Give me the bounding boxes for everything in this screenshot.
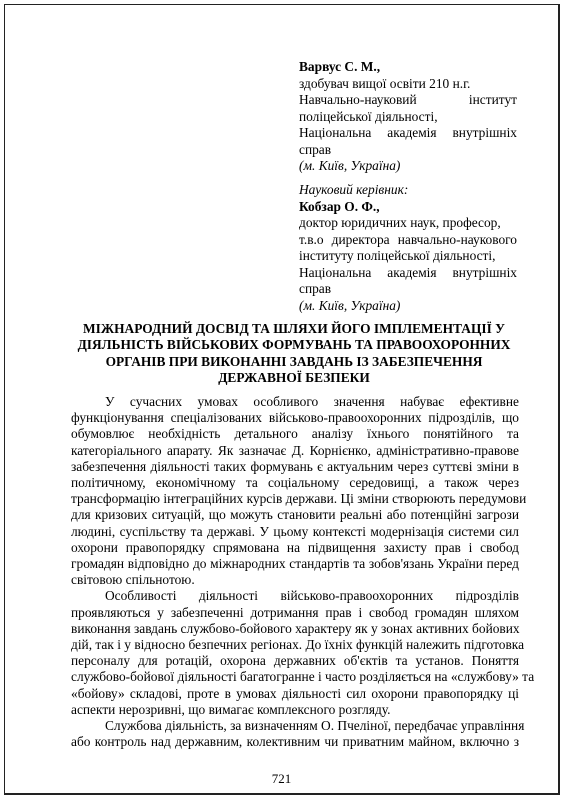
supervisor-block [299,182,517,314]
article-body [71,394,535,750]
text-line: персоналу для ротацій, охорона державних об'єктів та установ. Поняття [71,653,519,669]
supervisor-academy-line: справ [299,281,332,296]
author-academy-line: справ [299,141,332,157]
text-line: «бойову» складові, проте в умовах діяльності сил охорони правопорядку ці [71,685,519,701]
text-line: обумовлює необхідність детального аналізу їхнього понятійного та [71,426,519,442]
text-line: виконання завдань службово-бойового характеру як у зонах активних бойових [71,620,520,636]
text-line: громадян відповідно до міжнародних стандартів та зобов'язань України перед [71,556,519,572]
title-line: ДЕРЖАВНОЇ БЕЗПЕКИ [218,369,370,385]
supervisor-name: Кобзар О. Ф., [299,198,380,214]
author-academy-line: Національна академія внутрішніх [299,125,517,140]
text-line: категоріального апарату. Як зазначає Д. Корнієнко, адміністративно-правове [71,442,519,458]
paragraph [71,588,535,718]
text-line: забезпечення діяльності таких формувань є актуальним через суттєві зміни в [71,458,519,474]
author-institute-line: Навчально-науковий інститут [299,92,517,107]
title-line: ОРГАНІВ ПРИ ВИКОНАННІ ЗАВДАНЬ ІЗ ЗАБЕЗПЕЧЕННЯ [105,353,483,369]
author-location: (м. Київ, Україна) [299,158,401,173]
supervisor-label: Науковий керівник: [299,182,409,197]
article-title [69,321,519,386]
text-line: трансформацію інтеграційних курсів держави. Ці зміни створюють передумови [71,491,527,507]
author-institute-line: поліцейської діяльності, [299,108,438,124]
text-line: Службова діяльність, за визначенням О. Пчеліної, передбачає управління [105,718,525,734]
supervisor-position: т.в.о директора навчально-наукового [299,231,517,247]
text-line: політичному, економічному та соціальному середовищі, а також через [71,475,519,491]
title-line: ДІЯЛЬНІСТЬ ВІЙСЬКОВИХ ФОРМУВАНЬ ТА ПРАВООХОРОННИХ [77,337,511,353]
page-number: 721 [271,771,292,786]
text-line: У сучасних умовах особливого значення набуває ефективне [105,394,519,409]
author-block [299,59,517,175]
supervisor-academy-line: Національна академія внутрішніх [299,264,517,280]
author-name: Варвус С. М., [299,59,381,74]
text-line: людині, суспільству та державі. У цьому контексті модернізація системи сил [71,523,519,539]
supervisor-position: інституту поліцейської діяльності, [299,248,496,263]
text-line: службово-бойової діяльності багатогранне і часто розділяється на «службову» та [71,669,535,685]
title-line: МІЖНАРОДНИЙ ДОСВІД ТА ШЛЯХИ ЙОГО ІМПЛЕМЕНТАЦІЇ У [83,321,505,336]
text-line: світовою спільнотою. [71,572,195,588]
text-line: для кризових ситуацій, що можуть становити реальні або потенційні загрози [71,507,519,523]
paragraph [71,718,525,750]
text-line: або контроль над державним, колективним чи приватним майном, включно з [71,734,519,750]
supervisor-degree: доктор юридичних наук, професор, [299,215,501,230]
text-line: Особливості діяльності військово-правоохоронних підрозділів [105,588,519,604]
document-page [4,4,560,795]
paragraph [71,394,527,588]
text-line: функціонування спеціалізованих військово-правоохоронних підрозділів, що [71,410,519,426]
supervisor-location: (м. Київ, Україна) [299,297,401,313]
author-degree: здобувач вищої освіти 210 н.г. [299,75,471,91]
text-line: дій, так і у відносно безпечних регіонах. До їхніх функцій належить підготовка [71,637,525,653]
text-line: охорони правопорядку спрямована на підвищення захисту прав і свобод [71,539,519,555]
text-line: аспекти нерозривні, що вимагає комплексного розгляду. [71,701,391,717]
text-line: проявляються у забезпеченні дотримання прав і свобод громадян шляхом [71,604,519,620]
